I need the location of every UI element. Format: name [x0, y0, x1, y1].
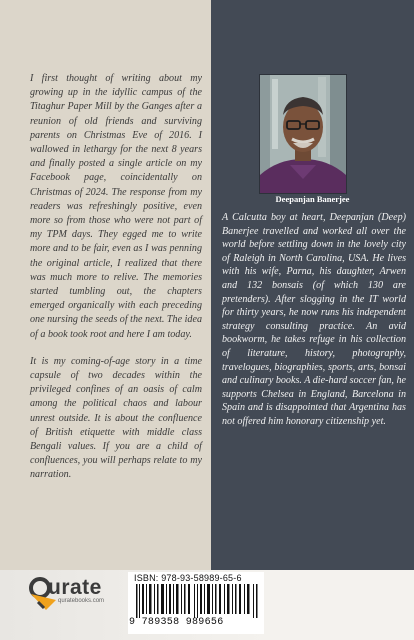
isbn-label: ISBN: 978-93-58989-65-6: [134, 573, 242, 583]
barcode-icon: [136, 584, 258, 618]
publisher-url: quratebooks.com: [58, 598, 105, 604]
blurb-paragraph-2: It is my coming-of-age story in a time capsule of two decades within the privileged confines of an oasis of calm among the political chaos and labour unrest outside. It is about the confluence of British etiquette with middle class Bengali values. If you are a child of confluences, you will perhaps relate to my narration.: [30, 355, 202, 481]
barcode-number: 9 789358 989656: [129, 617, 224, 628]
author-bio: A Calcutta boy at heart, Deepanjan (Deep) Banerjee travelled and worked all over the world before settling down in the lovely city of Raleigh in North Carolina, USA. He lives with his wife, Parna, his daughter, Arwen and 132 bonsais (of which 130 are pretenders). After slogging in the IT world for thirty years, he now runs his independent strategy consulting practice. An avid bookworm, he takes refuge in his collection of literature, history, photography, travelogues, biographies, sports, arts, bonsai and culinary books. A die-hard soccer fan, he supports Chelsea in England, Barcelona in Spain and is disappointed that Argentina has not offered him honorary citizenship yet.: [222, 212, 406, 427]
author-photo: [259, 74, 347, 194]
blurb-paragraph-1: I first thought of writing about my growing up in the idyllic campus of the Titaghur Paper Mill by the Ganges after a reunion of old friends and surviving parents on Christmas Eve of 2016. I wallowed in lethargy for the next 8 years and finally posted a single article on my Facebook page, coincidentally on Christmas of 2024. The response from my readers was refreshingly positive, even more so from those who were not part of my TPM days. They egged me to write more and to be fair, even as I was penning the original article, I realized that there was much more to relive. The memories started tumbling out, the chapters emerged organically with each preceding one nursing the seeds of the next. The idea of a book took root and here I am today.: [30, 73, 202, 340]
publisher-name: urate: [48, 576, 102, 599]
book-blurb: [30, 72, 202, 496]
author-caption: Deepanjan Banerjee: [275, 194, 350, 204]
